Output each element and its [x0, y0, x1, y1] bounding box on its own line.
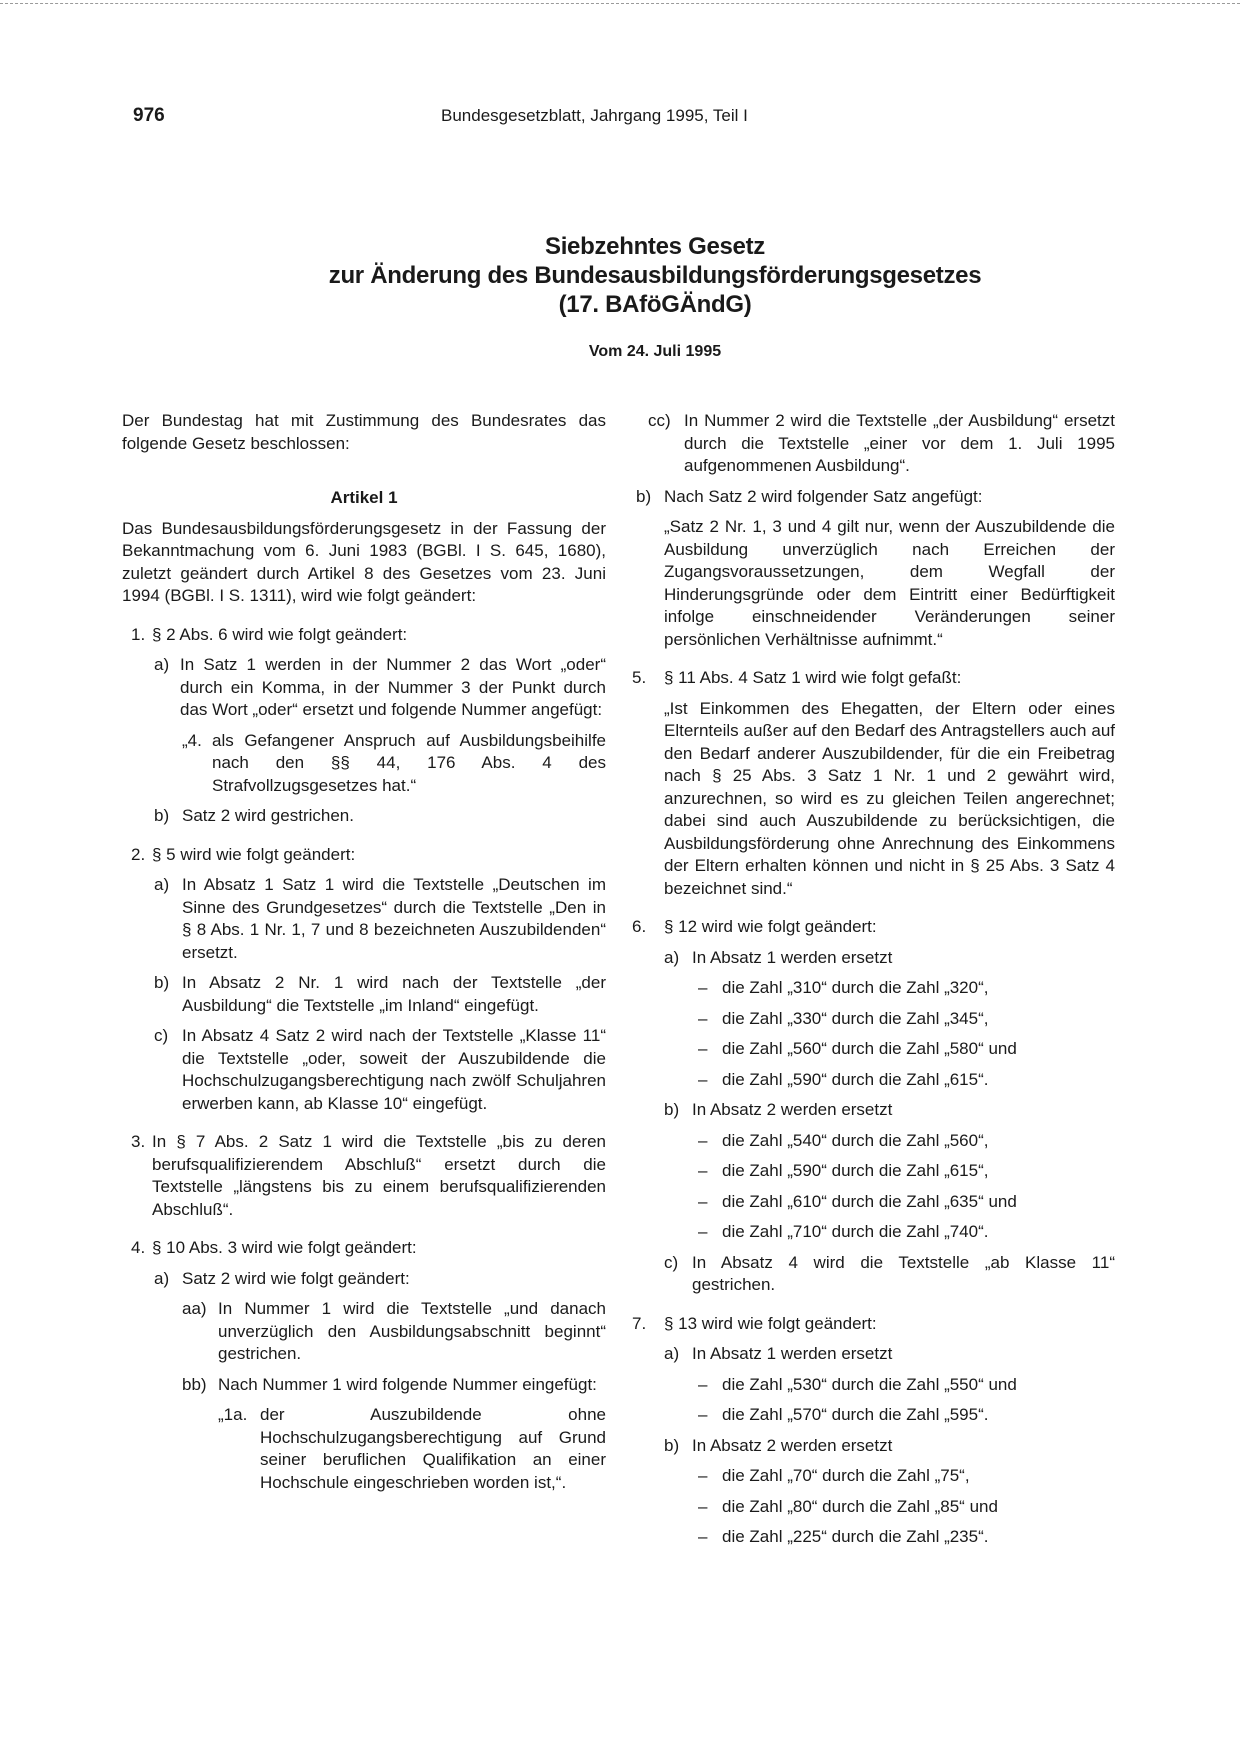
item-number: 7. — [632, 1313, 647, 1333]
sub-item-text: Satz 2 wird wie folgt geändert: — [182, 1268, 410, 1288]
title-line-3: (17. BAföGÄndG) — [558, 291, 752, 318]
replacement-entry: – die Zahl „540“ durch die Zahl „560“, — [692, 1130, 1115, 1153]
sub-item-a — [154, 1268, 606, 1291]
sub-item-mark: c) — [664, 1252, 679, 1272]
dash-mark: – — [698, 1466, 708, 1485]
sub-item-text: In Absatz 4 Satz 2 wird nach der Textstelle „Klasse 11“ die Textstelle „oder, soweit der Auszubildende die Hochschulzugangsberechtigung nach zwölf Schuljahren erwerben kann, ab Klasse 10“ eingefügt. — [182, 1026, 606, 1113]
sub-sub-item-aa — [182, 1298, 606, 1366]
dash-mark: – — [698, 1374, 708, 1394]
sub-sub-item-text: Nach Nummer 1 wird folgende Nummer eingefügt: — [218, 1374, 597, 1394]
title-line-2: zur Änderung des Bundesausbildungsförderungsgesetzes — [328, 262, 982, 289]
sub-item-a — [664, 1343, 1115, 1427]
sub-sub-item-bb — [182, 1374, 606, 1397]
sub-item-c — [154, 1025, 606, 1115]
sub-item-mark: b) — [154, 973, 170, 992]
sub-item-b — [636, 486, 1115, 509]
replacement-entry: – die Zahl „610“ durch die Zahl „635“ und — [692, 1191, 1115, 1214]
amendment-item-4 — [122, 1237, 606, 1494]
page-header — [0, 105, 1240, 135]
page-number: 976 — [133, 105, 165, 126]
dash-mark: – — [698, 1405, 708, 1424]
right-column — [632, 410, 1115, 1557]
item-number: 6. — [632, 917, 647, 936]
sub-item-mark: a) — [154, 1268, 170, 1288]
sub-sub-item-cc — [636, 410, 1115, 478]
replacement-entry: – die Zahl „590“ durch die Zahl „615“, — [692, 1160, 1115, 1183]
dash-mark: – — [698, 1039, 708, 1058]
item-text: § 11 Abs. 4 Satz 1 wird wie folgt gefaßt: — [664, 668, 962, 687]
dash-mark: – — [698, 1222, 708, 1241]
item-text: § 13 wird wie folgt geändert: — [664, 1313, 877, 1333]
sub-item-mark: a) — [154, 655, 170, 674]
sub-item-text: In Absatz 1 Satz 1 wird die Textstelle „Deutschen im Sinne des Grundgesetzes“ durch die Textstelle „Den in § 8 Abs. 1 Nr. 1, 7 und 8 bezeichneten Auszubildenden“ ersetzt. — [182, 875, 606, 962]
sub-item-b — [154, 805, 606, 828]
sub-item-mark: c) — [154, 1026, 169, 1045]
sub-item-text: In Absatz 2 werden ersetzt — [692, 1100, 893, 1119]
item-number: 1. — [131, 624, 146, 644]
quoted-number — [182, 730, 606, 798]
replacement-entry: – die Zahl „225“ durch die Zahl „235“. — [692, 1526, 1115, 1549]
amendment-item-7 — [632, 1313, 1115, 1549]
amendment-item-1 — [122, 624, 606, 828]
quote-text: der Auszubildende ohne Hochschulzugangsberechtigung auf Grund seiner beruflichen Qualifikation an einer Hochschule eingeschrieben worden ist,“. — [260, 1405, 606, 1492]
sub-item-mark: b) — [154, 806, 170, 825]
dash-mark: – — [698, 1496, 708, 1516]
replacement-entry: – die Zahl „590“ durch die Zahl „615“. — [692, 1069, 1115, 1092]
sub-sub-item-text: In Nummer 1 wird die Textstelle „und danach unverzüglich den Ausbildungsabschnitt beginnt“ gestrichen. — [218, 1299, 606, 1363]
sub-sub-item-text: In Nummer 2 wird die Textstelle „der Ausbildung“ ersetzt durch die Textstelle „einer vor dem 1. Juli 1995 aufgenommenen Ausbildung“. — [684, 411, 1115, 475]
dash-mark: – — [698, 1161, 708, 1180]
sub-item-mark: a) — [664, 947, 680, 967]
quote-mark: „1a. — [218, 1405, 248, 1424]
amendment-item-5 — [632, 667, 1115, 900]
item-text: § 5 wird wie folgt geändert: — [152, 844, 356, 864]
replacement-entry: – die Zahl „70“ durch die Zahl „75“, — [692, 1465, 1115, 1488]
sub-item-mark: b) — [664, 1100, 680, 1119]
sub-item-a — [154, 654, 606, 722]
item-text: § 12 wird wie folgt geändert: — [664, 917, 877, 936]
dash-mark: – — [698, 1008, 708, 1028]
sub-item-mark: b) — [636, 486, 652, 506]
title-line-1: Siebzehntes Gesetz — [544, 233, 765, 260]
replacement-entry: – die Zahl „560“ durch die Zahl „580“ und — [692, 1038, 1115, 1061]
amendment-item-2 — [122, 844, 606, 1116]
sub-item-text: In Satz 1 werden in der Nummer 2 das Wort „oder“ durch ein Komma, in der Nummer 3 der Punkt durch das Wort „oder“ ersetzt und folgende Nummer angefügt: — [180, 655, 606, 719]
law-date-text: Vom 24. Juli 1995 — [588, 343, 722, 360]
journal-title: Bundesgesetzblatt, Jahrgang 1995, Teil I — [441, 106, 748, 125]
dash-mark: – — [698, 1191, 708, 1211]
sub-sub-item-mark: bb) — [182, 1374, 207, 1394]
sub-item-text: In Absatz 2 werden ersetzt — [692, 1435, 893, 1455]
sub-item-text: Satz 2 wird gestrichen. — [182, 806, 354, 825]
dash-mark: – — [698, 1069, 708, 1089]
article-heading: Artikel 1 — [330, 488, 398, 507]
item-number: 3. — [131, 1132, 146, 1151]
sub-item-mark: a) — [664, 1344, 680, 1363]
dash-mark: – — [698, 978, 708, 997]
preamble: Der Bundestag hat mit Zustimmung des Bundesrates das folgende Gesetz beschlossen: — [122, 411, 606, 453]
dash-mark: – — [698, 1527, 708, 1546]
sub-item-mark: b) — [664, 1435, 680, 1455]
quote-mark: „4. — [182, 730, 202, 750]
sub-item-text: In Absatz 1 werden ersetzt — [692, 947, 893, 967]
sub-item-text: In Absatz 1 werden ersetzt — [692, 1344, 893, 1363]
replacement-entry: – die Zahl „710“ durch die Zahl „740“. — [692, 1221, 1115, 1244]
amendment-item-3 — [122, 1131, 606, 1221]
replacement-entry: – die Zahl „80“ durch die Zahl „85“ und — [692, 1496, 1115, 1519]
scan-border-line — [0, 3, 1240, 4]
sub-item-a — [154, 874, 606, 964]
sub-sub-item-mark: cc) — [648, 411, 671, 430]
item-number: 5. — [632, 668, 647, 687]
sub-item-b — [664, 1099, 1115, 1244]
replacement-entry: – die Zahl „310“ durch die Zahl „320“, — [692, 977, 1115, 1000]
item-text: In § 7 Abs. 2 Satz 1 wird die Textstelle „bis zu deren berufsqualifizierendem Abschluß“ ersetzt durch die Textstelle „längstens bis zu einem berufsqualifizierenden Abschluß“. — [152, 1132, 606, 1219]
sub-item-b — [664, 1435, 1115, 1549]
item-number: 2. — [131, 844, 146, 864]
replacement-entry: – die Zahl „330“ durch die Zahl „345“, — [692, 1008, 1115, 1031]
item-number: 4. — [131, 1238, 146, 1257]
sub-item-mark: a) — [154, 875, 170, 894]
sub-item-b — [154, 972, 606, 1017]
dash-mark: – — [698, 1130, 708, 1150]
item-text: § 2 Abs. 6 wird wie folgt geändert: — [152, 624, 408, 644]
quote-text: als Gefangener Anspruch auf Ausbildungsbeihilfe nach den §§ 44, 176 Abs. 4 des Strafvollzugsgesetzes hat.“ — [212, 730, 606, 795]
law-title — [0, 232, 1240, 319]
amendment-item-6 — [632, 916, 1115, 1297]
sub-item-text: In Absatz 4 wird die Textstelle „ab Klasse 11“ gestrichen. — [692, 1252, 1115, 1294]
article-intro: Das Bundesausbildungsförderungsgesetz in der Fassung der Bekanntmachung vom 6. Juni 1983 (BGBl. I S. 645, 1680), zuletzt geändert durch Artikel 8 des Gesetzes vom 23. Juni 1994 (BGBl. I S. 1311), wird wie folgt geändert: — [122, 518, 606, 605]
replacement-text: „Ist Einkommen des Ehegatten, der Eltern oder eines Elternteils außer auf den Bedarf des Antragstellers auch auf den Bedarf anderer Auszubildender, für die ein Freibetrag nach § 25 Abs. 3 Satz 1 Nr. 1 und 2 gewährt wird, anzurechnen, so wird es zu gleichen Teilen angerechnet; dabei sind auch Auszubildende zu berücksichtigen, die Ausbildungsförderung ohne Anrechnung des Einkommens der Eltern erhalten können und nicht in § 25 Abs. 3 Satz 4 bezeichnet sind.“ — [664, 698, 1115, 898]
replacement-entry: – die Zahl „530“ durch die Zahl „550“ und — [692, 1374, 1115, 1397]
sub-item-text: Nach Satz 2 wird folgender Satz angefügt: — [664, 486, 983, 506]
sub-item-c — [664, 1252, 1115, 1297]
sub-item-a — [664, 947, 1115, 1092]
item-text: § 10 Abs. 3 wird wie folgt geändert: — [152, 1238, 417, 1257]
law-date — [0, 343, 1240, 361]
sub-item-text: In Absatz 2 Nr. 1 wird nach der Textstelle „der Ausbildung“ die Textstelle „im Inland“ eingefügt. — [182, 973, 606, 1015]
quoted-number — [182, 1404, 606, 1494]
sub-sub-item-mark: aa) — [182, 1299, 207, 1318]
inserted-sentence: „Satz 2 Nr. 1, 3 und 4 gilt nur, wenn der Auszubildende die Ausbildung unverzüglich nach Erreichen der Zugangsvoraussetzungen, dem Wegfall der Hinderungsgründe oder dem Eintritt einer Bedürftigkeit infolge einschneidender Veränderungen seiner persönlichen Verhältnisse aufnimmt.“ — [664, 517, 1115, 649]
replacement-entry: – die Zahl „570“ durch die Zahl „595“. — [692, 1404, 1115, 1427]
left-column — [122, 410, 606, 1502]
